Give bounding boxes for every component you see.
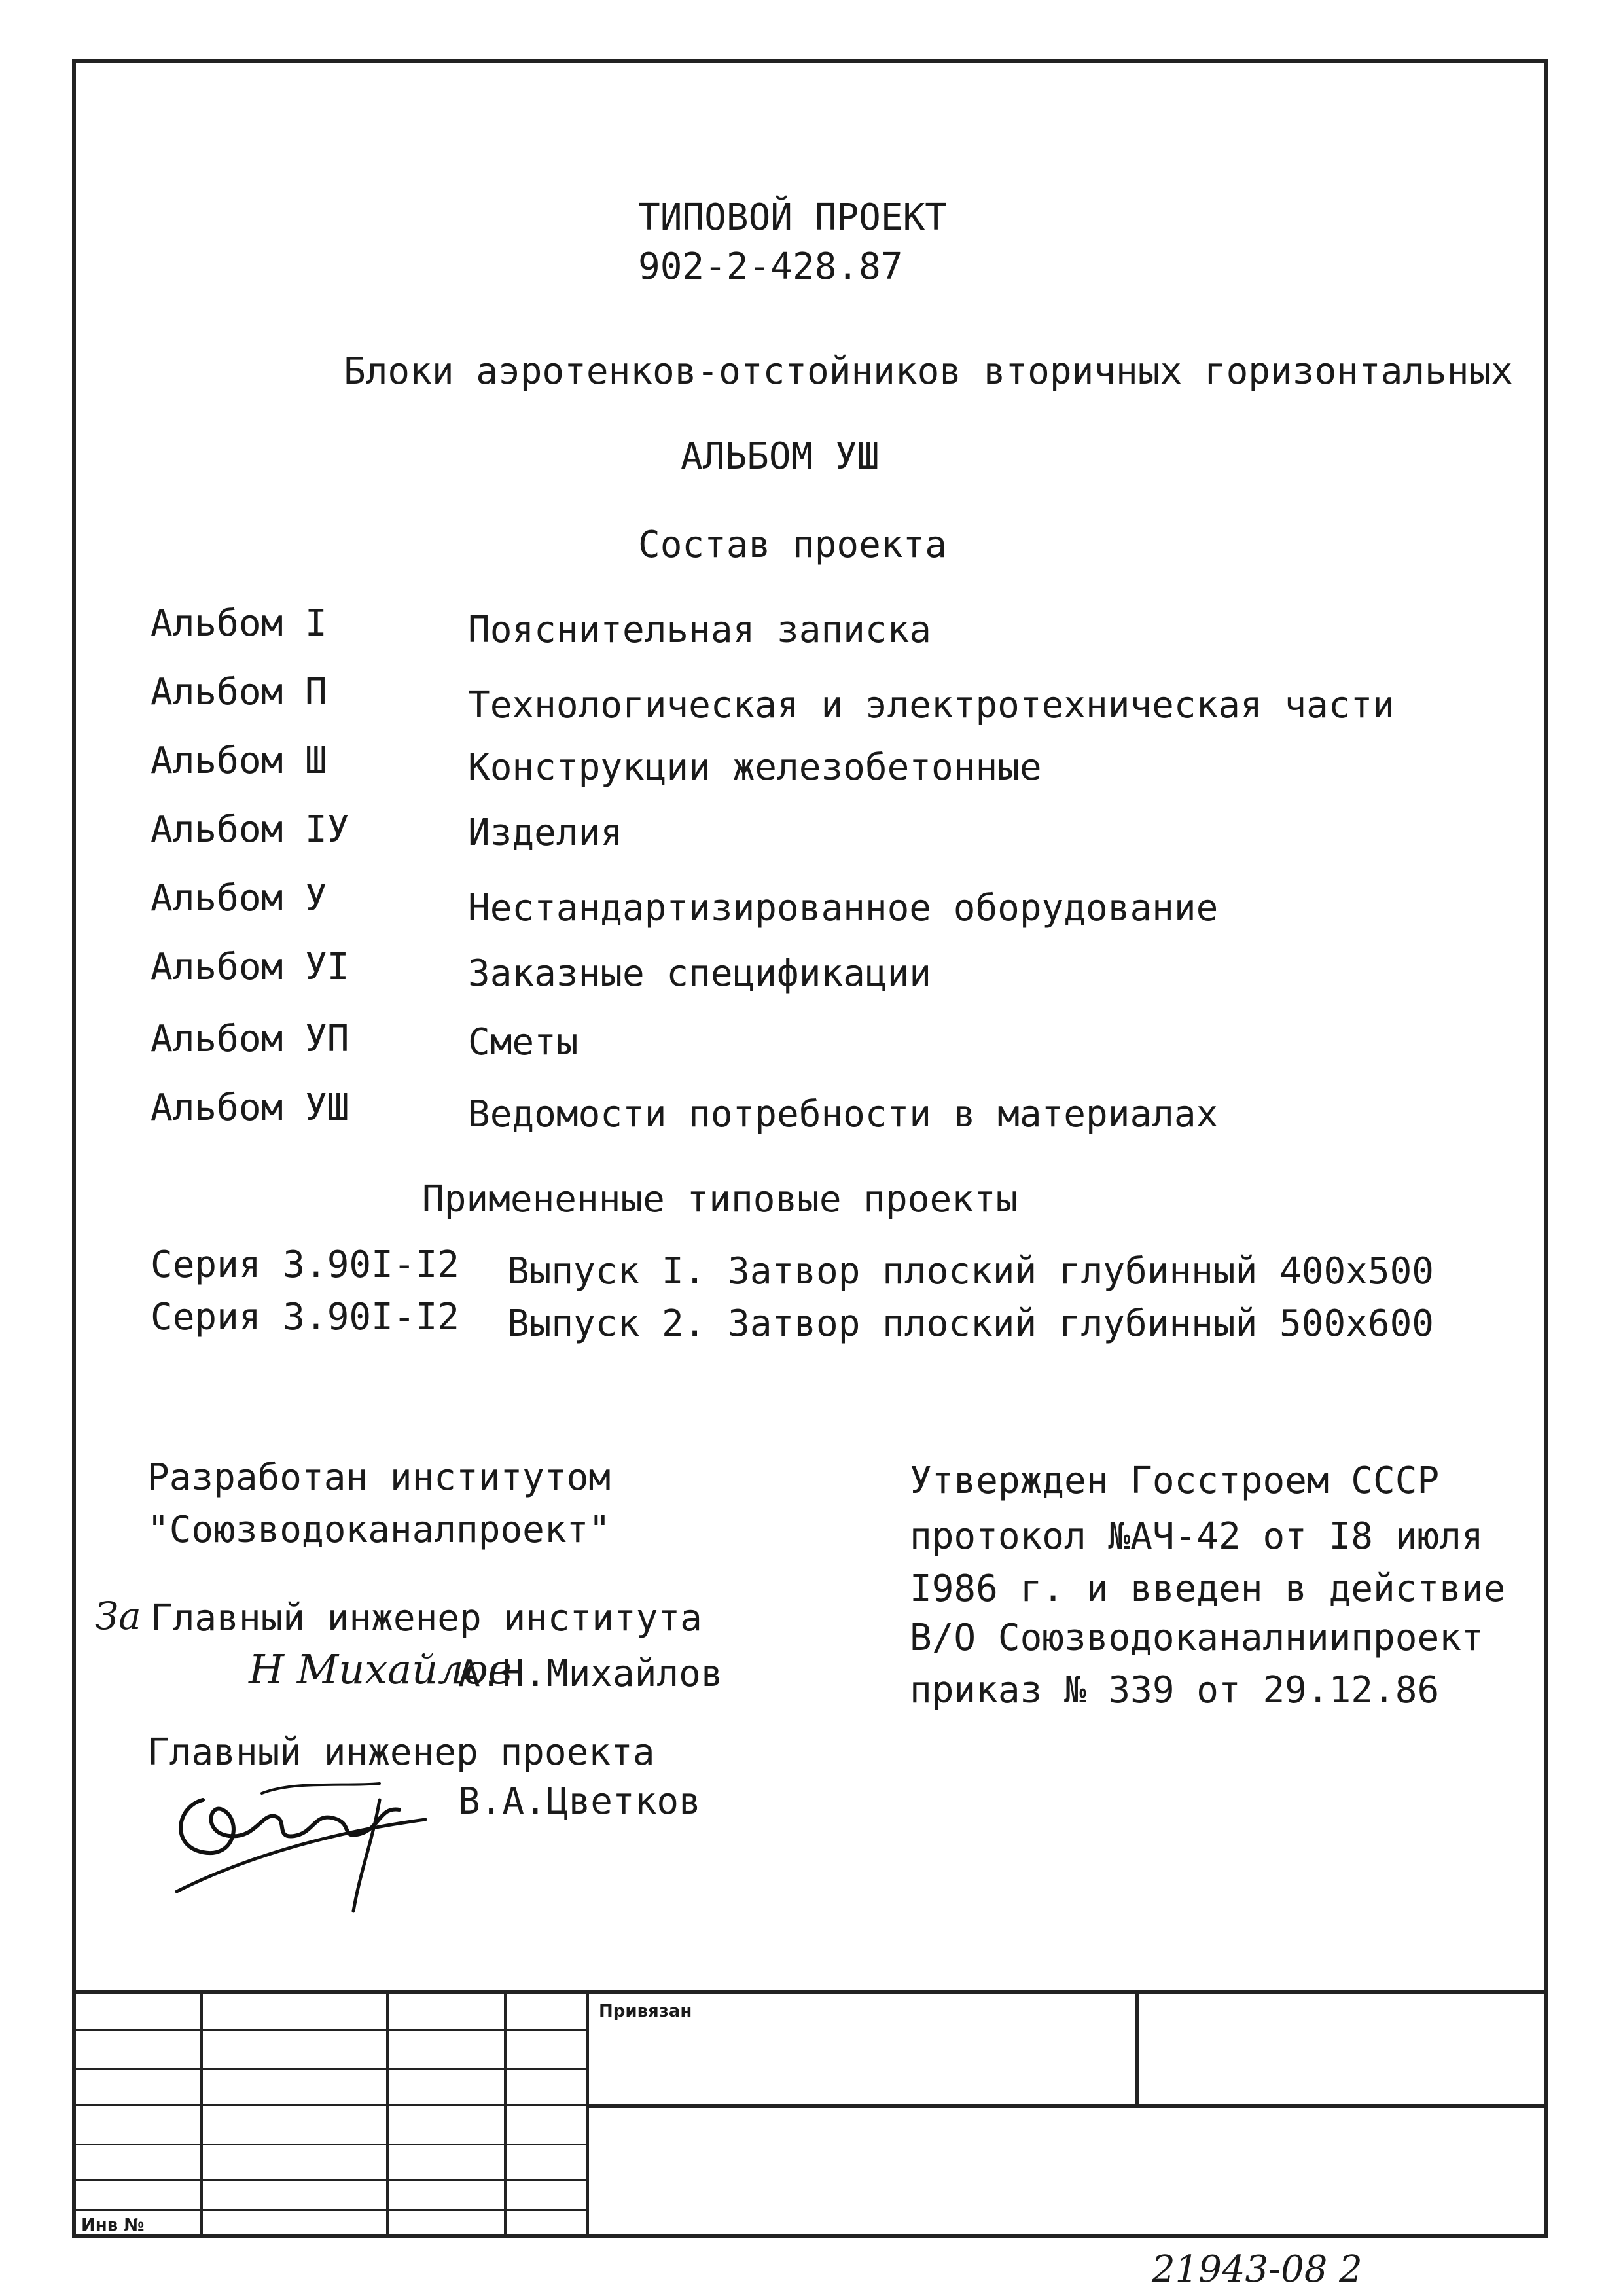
- album-label: Альбом УШ: [151, 1086, 349, 1129]
- chief-project-title: Главный инженер проекта: [147, 1731, 655, 1774]
- inventory-label: Инв №: [81, 2215, 145, 2235]
- signature-prefix: За: [95, 1594, 141, 1638]
- album-title: АЛЬБОМ УШ: [681, 435, 880, 478]
- approved-line5: приказ № 339 от 29.12.86: [910, 1669, 1440, 1712]
- album-desc: Сметы: [468, 1021, 579, 1064]
- subtitle: Блоки аэротенков-отстойников вторичных горизонтальных: [344, 350, 1513, 393]
- applied-title: Примененные типовые проекты: [422, 1178, 1018, 1221]
- album-label: Альбом IУ: [151, 808, 349, 851]
- document-number: 21943-08 2: [1152, 2248, 1363, 2291]
- approved-line2: протокол №АЧ-42 от I8 июля: [910, 1515, 1484, 1558]
- approved-line4: В/О Союзводоканалниипроект: [910, 1617, 1484, 1659]
- album-desc: Нестандартизированное оборудование: [468, 887, 1219, 929]
- title-block: [72, 1990, 1548, 2238]
- album-label: Альбом УI: [151, 946, 349, 988]
- album-desc: Изделия: [468, 812, 623, 854]
- album-desc: Конструкции железобетонные: [468, 746, 1042, 789]
- album-label: Альбом П: [151, 671, 327, 713]
- album-desc: Ведомости потребности в материалах: [468, 1093, 1219, 1136]
- chief-institute-title: Главный инженер института: [151, 1597, 702, 1640]
- approved-line3: I986 г. и введен в действие: [910, 1568, 1506, 1610]
- album-desc: Заказные спецификации: [468, 952, 932, 995]
- applied-desc: Выпуск I. Затвор плоский глубинный 400х500: [507, 1250, 1435, 1293]
- album-label: Альбом I: [151, 602, 327, 645]
- chief-institute-signature: Н Михайлов: [249, 1645, 512, 1693]
- privyazan-label: Привязан: [599, 2001, 692, 2021]
- developed-line2: "Союзводоканалпроект": [147, 1509, 611, 1551]
- album-label: Альбом УП: [151, 1018, 349, 1060]
- album-desc: Пояснительная записка: [468, 609, 932, 651]
- applied-series: Серия 3.90I-I2: [151, 1296, 460, 1338]
- album-label: Альбом У: [151, 877, 327, 920]
- applied-series: Серия 3.90I-I2: [151, 1244, 460, 1286]
- chief-project-name: В.А.Цветков: [458, 1780, 701, 1823]
- album-label: Альбом Ш: [151, 740, 327, 782]
- project-number: 902-2-428.87: [638, 245, 903, 288]
- approved-line1: Утвержден Госстроем СССР: [910, 1460, 1440, 1502]
- title-line1: ТИПОВОЙ ПРОЕКТ: [638, 196, 948, 239]
- album-desc: Технологическая и электротехническая части: [468, 684, 1395, 726]
- applied-desc: Выпуск 2. Затвор плоский глубинный 500х600: [507, 1302, 1435, 1345]
- developed-line1: Разработан институтом: [147, 1456, 611, 1499]
- chief-institute-name: А.Н.Михайлов: [458, 1653, 723, 1695]
- composition-title: Состав проекта: [638, 524, 948, 566]
- chief-project-signature: [164, 1761, 452, 1918]
